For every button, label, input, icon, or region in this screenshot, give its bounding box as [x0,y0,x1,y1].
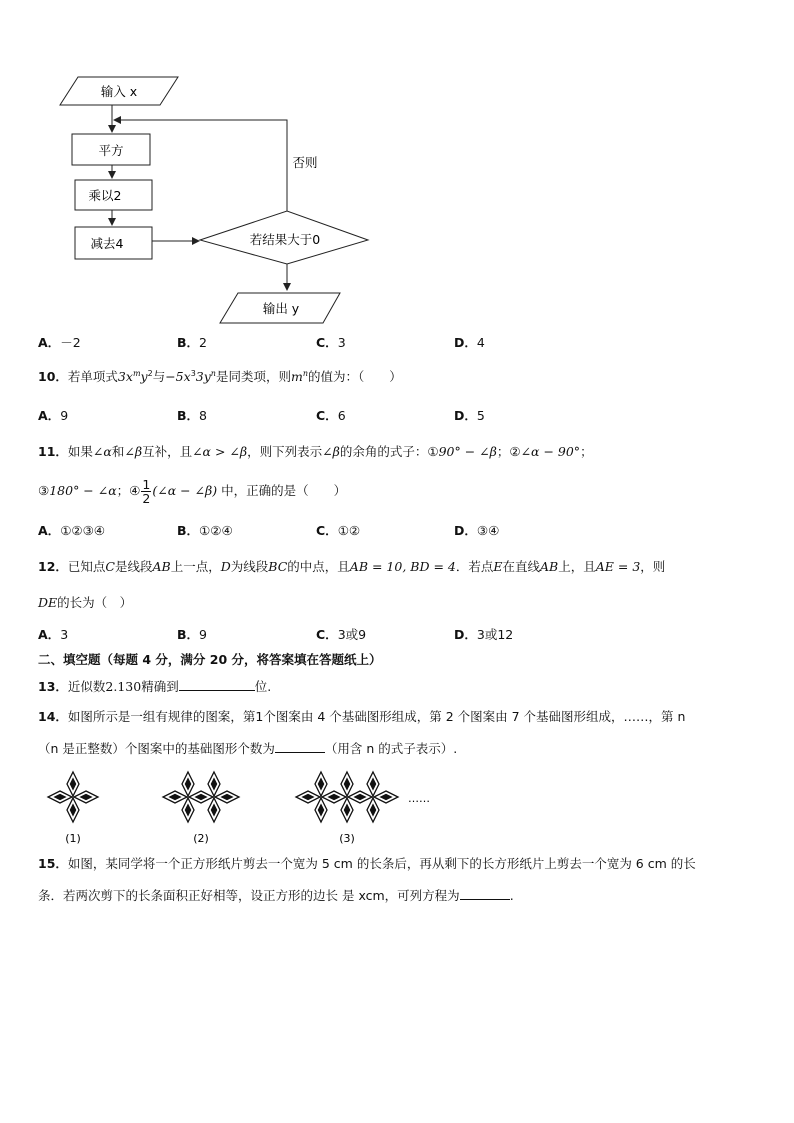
subtract-label: 减去4 [90,236,124,251]
figure-label-3: (3) [339,832,355,845]
question-11-line2: ③180° − ∠α；④ $\frac{1}{2}$ (∠α − ∠β) 中，正确的是（ ） [38,477,347,506]
pattern-figures [40,770,460,850]
option-b: B．①②④ [177,523,233,538]
fraction: $\frac{1}{2}$ [142,477,151,506]
option-d: D．3或12 [454,627,514,642]
answer-blank[interactable] [460,887,510,900]
option-c: C．3或9 [316,627,367,642]
question-15-line1: 15．如图，某同学将一个正方形纸片剪去一个宽为 5 cm 的长条后，再从剩下的长方形纸片上剪去一个宽为 6 cm 的长 [38,856,696,871]
figure-label-1: (1) [65,832,81,845]
question-13: 13．近似数2.130精确到 位. [38,679,272,694]
question-15-line2: 条．若两次剪下的长条面积正好相等，设正方形的边长 是 xcm，可列方程为 . [38,888,514,903]
option-d: D．4 [454,335,485,350]
option-b: B．2 [177,335,207,350]
question-12-line1: 12．已知点C是线段AB上一点，D为线段BC的中点，且AB = 10, BD = 4．若点E在直线AB上，且AE = 3，则 [38,559,666,574]
otherwise-label: 否则 [292,155,318,170]
figure-label-2: (2) [193,832,209,845]
option-a: A．①②③④ [38,523,106,538]
option-a: A．－2 [38,335,81,350]
question-14-line2: （n 是正整数）个图案中的基础图形个数为 （用含 n 的式子表示）. [38,741,458,756]
answer-blank[interactable] [275,740,325,753]
flowchart [0,0,400,330]
option-a: A．3 [38,627,69,642]
option-a: A．9 [38,408,69,423]
output-label: 输出 y [262,301,300,316]
question-14-line1: 14．如图所示是一组有规律的图案，第1个图案由 4 个基础图形组成，第 2 个图案由 7 个基础图形组成，……，第 n [38,709,686,724]
multiply-label: 乘以2 [88,188,122,203]
option-d: D．③④ [454,523,500,538]
question-12-line2: DE的长为（ ） [38,595,133,610]
answer-blank[interactable] [179,678,255,691]
square-label: 平方 [98,143,124,158]
option-c: C．①② [316,523,361,538]
section-2-heading: 二、填空题（每题 4 分，满分 20 分，将答案填在答题纸上） [38,652,382,667]
condition-label: 若结果大于0 [249,232,321,247]
question-10: 10．若单项式$3x^my^2$与$-5x^33y^n$是同类项，则$m^n$的值为：（ ） [38,368,402,384]
option-c: C．3 [316,335,346,350]
option-b: B．8 [177,408,207,423]
option-d: D．5 [454,408,485,423]
ellipsis: …… [408,792,430,805]
question-11-line1: 11．如果∠α和∠β互补，且∠α > ∠β，则下列表示∠β的余角的式子：①90° − ∠β；②∠α − 90°； [38,444,593,459]
option-b: B．9 [177,627,207,642]
input-label: 输入 x [100,84,138,99]
option-c: C．6 [316,408,346,423]
